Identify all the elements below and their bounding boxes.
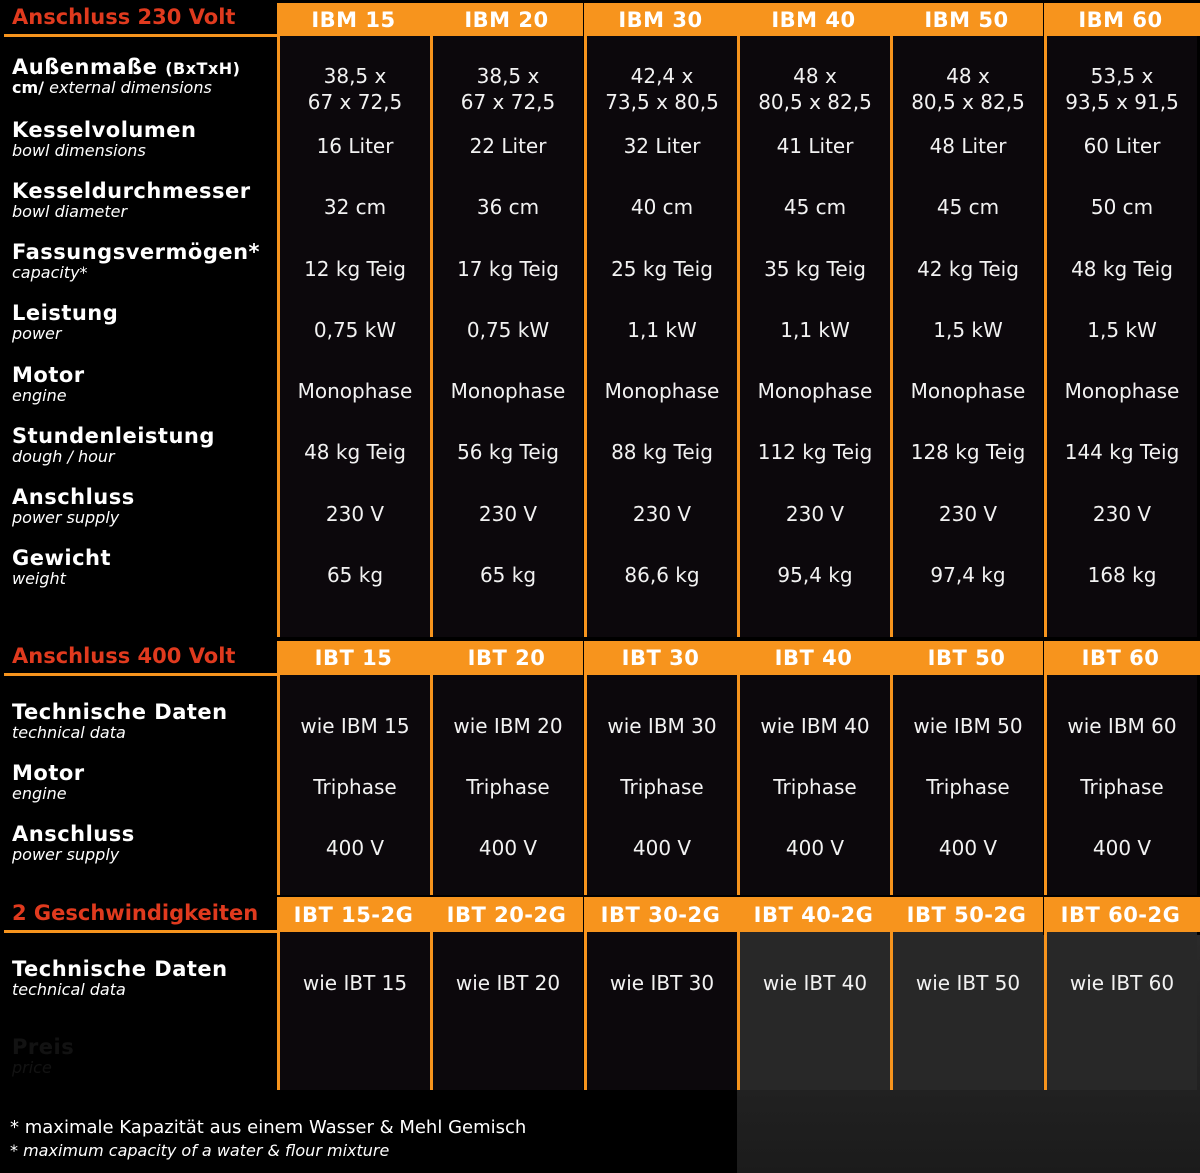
row-label-en-text: dough / hour (12, 447, 115, 467)
table-cell (587, 176, 737, 237)
model-header: IBM 15 (277, 3, 430, 36)
cell-value: 53,5 x 93,5 x 91,5 (1065, 63, 1179, 114)
row-label-en-text: power (12, 324, 62, 344)
cell-value: wie IBT 30 (609, 970, 715, 995)
cell-value: 16 Liter (316, 133, 394, 158)
row-label-de (12, 302, 118, 324)
cell-value: 128 kg Teig (910, 439, 1026, 464)
cell-value: 42 kg Teig (917, 256, 1019, 281)
row-label-de-text: Leistung (12, 301, 119, 325)
row-label (12, 119, 196, 160)
row-label-en (12, 786, 85, 803)
model-header: IBT 20-2G (430, 897, 583, 932)
row-label-de-text: Kesselvolumen (12, 118, 197, 142)
row-label-en-text: bowl diameter (12, 202, 128, 222)
cell-value: 95,4 kg (777, 562, 853, 587)
row-label (12, 701, 228, 742)
cell-value: Monophase (450, 378, 566, 403)
cell-value: 48 kg Teig (1071, 256, 1173, 281)
table-cell (587, 483, 737, 544)
cell-value: Monophase (604, 378, 720, 403)
cell-value: Triphase (313, 774, 397, 799)
section-underline (4, 34, 277, 37)
table-cell (1047, 817, 1197, 878)
cell-value: 48 x 80,5 x 82,5 (911, 63, 1025, 114)
table-cell (1047, 299, 1197, 360)
row-label-en-text: capacity* (12, 263, 88, 283)
row-label-en (12, 847, 135, 864)
table-cell (893, 176, 1043, 237)
row-label (12, 56, 240, 97)
table-cell (587, 817, 737, 878)
cell-value: 65 kg (479, 562, 537, 587)
table-cell (1047, 483, 1197, 544)
table-cell (280, 360, 430, 421)
cell-value: 25 kg Teig (611, 256, 713, 281)
cell-value: 41 Liter (776, 133, 854, 158)
cell-value: 35 kg Teig (764, 256, 866, 281)
table-cell (280, 238, 430, 299)
cell-value: wie IBT 50 (915, 970, 1021, 995)
row-label-en-text: engine (12, 784, 67, 804)
cell-value: wie IBM 60 (1067, 713, 1177, 738)
cell-value: wie IBM 20 (453, 713, 563, 738)
row-label-de-text: Motor (12, 761, 85, 785)
cell-value: 1,1 kW (780, 317, 850, 342)
row-label-de-text: Anschluss (12, 485, 135, 509)
model-header: IBM 20 (430, 3, 583, 36)
row-label-en (12, 204, 251, 221)
cell-value: 60 Liter (1083, 133, 1161, 158)
cell-value: wie IBT 15 (302, 970, 408, 995)
row-label-en (12, 143, 196, 160)
table-cell (740, 115, 890, 176)
section-title: Anschluss 400 Volt (12, 644, 236, 668)
cell-value: 1,1 kW (627, 317, 697, 342)
table-cell (433, 483, 583, 544)
row-label-de (12, 119, 196, 141)
model-header: IBT 15 (277, 641, 430, 675)
row-label-de (12, 547, 111, 569)
cell-value: 48 kg Teig (304, 439, 406, 464)
model-header: IBM 30 (584, 3, 737, 36)
table-cell (433, 360, 583, 421)
table-cell (740, 695, 890, 756)
table-cell (740, 176, 890, 237)
row-label (12, 762, 85, 803)
row-label-en (12, 982, 228, 999)
cell-value: Triphase (926, 774, 1010, 799)
row-label-de (12, 701, 228, 723)
cell-value: 45 cm (936, 194, 1000, 219)
table-cell (433, 544, 583, 605)
row-label-en (12, 725, 228, 742)
model-header: IBT 40 (737, 641, 890, 675)
model-header: IBM 60 (1044, 3, 1197, 36)
table-cell (893, 238, 1043, 299)
cell-value: 22 Liter (469, 133, 547, 158)
section-title: Anschluss 230 Volt (12, 5, 236, 29)
table-cell (1047, 115, 1197, 176)
model-header: IBT 50-2G (890, 897, 1043, 932)
table-cell (587, 544, 737, 605)
row-label-en (12, 449, 215, 466)
table-cell (280, 58, 430, 119)
row-label-de-text: Fassungsvermögen* (12, 240, 261, 264)
table-cell (893, 483, 1043, 544)
table-cell (740, 544, 890, 605)
table-cell (740, 421, 890, 482)
table-cell (587, 695, 737, 756)
cell-value: Monophase (757, 378, 873, 403)
table-cell (893, 299, 1043, 360)
row-label-en-text: engine (12, 386, 67, 406)
row-label-de-text: Preis (12, 1035, 75, 1059)
table-cell (1047, 421, 1197, 482)
table-cell (893, 360, 1043, 421)
cell-value: 400 V (785, 835, 845, 860)
table-cell (587, 115, 737, 176)
row-label-en (12, 510, 135, 527)
row-label (12, 547, 111, 588)
table-cell (433, 115, 583, 176)
cell-value: 400 V (478, 835, 538, 860)
cell-value: 144 kg Teig (1064, 439, 1180, 464)
cell-value: 32 Liter (623, 133, 701, 158)
cell-value: 1,5 kW (1087, 317, 1157, 342)
model-header: IBT 30 (584, 641, 737, 675)
model-header: IBT 30-2G (584, 897, 737, 932)
table-cell (1047, 695, 1197, 756)
row-label-en-text: technical data (12, 980, 126, 1000)
row-label-de (12, 425, 215, 447)
table-cell (740, 299, 890, 360)
row-label-de (12, 958, 228, 980)
table-cell (740, 756, 890, 817)
model-header: IBT 60 (1044, 641, 1197, 675)
table-cell (280, 483, 430, 544)
row-label-de (12, 823, 135, 845)
table-cell (740, 483, 890, 544)
row-label-de (12, 180, 251, 202)
cell-value: 42,4 x 73,5 x 80,5 (605, 63, 719, 114)
section-underline (4, 930, 277, 933)
table-cell (280, 952, 430, 1013)
table-cell (433, 299, 583, 360)
cell-value: 400 V (938, 835, 998, 860)
row-label-en-unit: cm/ (12, 78, 44, 98)
cell-value: 40 cm (630, 194, 694, 219)
row-label (12, 241, 260, 282)
cell-value: Monophase (1064, 378, 1180, 403)
cell-value: 400 V (1092, 835, 1152, 860)
row-label (12, 364, 85, 405)
row-label-en-text: power supply (12, 845, 120, 865)
table-cell (433, 817, 583, 878)
row-label-de (12, 486, 135, 508)
cell-value: 230 V (1092, 501, 1152, 526)
cell-value: Triphase (773, 774, 857, 799)
table-cell (280, 695, 430, 756)
table-cell (433, 58, 583, 119)
model-header: IBT 40-2G (737, 897, 890, 932)
row-label-en (12, 265, 260, 282)
cell-value: wie IBT 20 (455, 970, 561, 995)
row-label-de (12, 1036, 74, 1058)
table-cell (893, 817, 1043, 878)
cell-value: 97,4 kg (930, 562, 1006, 587)
cell-value: 50 cm (1090, 194, 1154, 219)
row-label-de-text: Anschluss (12, 822, 135, 846)
table-cell (1047, 756, 1197, 817)
table-cell (740, 952, 890, 1013)
row-label-de (12, 762, 85, 784)
cell-value: 230 V (478, 501, 538, 526)
table-cell (587, 360, 737, 421)
row-label-en-text: technical data (12, 723, 126, 743)
cell-value: wie IBM 30 (607, 713, 717, 738)
row-label-en (12, 388, 85, 405)
row-label-de (12, 56, 240, 78)
table-cell (280, 176, 430, 237)
cell-value: 230 V (325, 501, 385, 526)
cell-value: 112 kg Teig (757, 439, 873, 464)
cell-value: 38,5 x 67 x 72,5 (307, 63, 403, 114)
row-label-en (12, 571, 111, 588)
table-cell (587, 299, 737, 360)
cell-value: wie IBT 40 (762, 970, 868, 995)
row-label-de (12, 364, 85, 386)
cell-value: wie IBM 50 (913, 713, 1023, 738)
table-cell (893, 756, 1043, 817)
cell-value: Triphase (620, 774, 704, 799)
cell-value: wie IBM 15 (300, 713, 410, 738)
table-cell (1047, 952, 1197, 1013)
cell-value: 32 cm (323, 194, 387, 219)
row-label-en-text: weight (12, 569, 66, 589)
row-label-unit: (BxTxH) (165, 59, 241, 78)
table-cell (1047, 176, 1197, 237)
table-cell (1047, 360, 1197, 421)
cell-value: 230 V (785, 501, 845, 526)
table-cell (433, 695, 583, 756)
cell-value: 400 V (325, 835, 385, 860)
model-header: IBM 50 (890, 3, 1043, 36)
table-cell (280, 115, 430, 176)
table-cell (433, 952, 583, 1013)
cell-value: 86,6 kg (624, 562, 700, 587)
table-cell (280, 299, 430, 360)
table-cell (433, 421, 583, 482)
table-cell (280, 544, 430, 605)
footnote-en: * maximum capacity of a water & flour mixture (10, 1141, 390, 1160)
cell-value: Monophase (297, 378, 413, 403)
row-label-de-text: Motor (12, 363, 85, 387)
row-label (12, 302, 118, 343)
row-label (12, 1036, 74, 1077)
table-cell (893, 115, 1043, 176)
cell-value: Triphase (466, 774, 550, 799)
row-label-de-text: Technische Daten (12, 700, 228, 724)
table-cell (1047, 58, 1197, 119)
cell-value: 0,75 kW (313, 317, 397, 342)
table-cell (587, 952, 737, 1013)
table-cell (893, 952, 1043, 1013)
table-cell (740, 238, 890, 299)
cell-value: 17 kg Teig (457, 256, 559, 281)
table-cell (893, 421, 1043, 482)
table-cell (280, 817, 430, 878)
row-label-en-text: power supply (12, 508, 120, 528)
row-label (12, 823, 135, 864)
row-label (12, 180, 251, 221)
cell-value: 38,5 x 67 x 72,5 (460, 63, 556, 114)
row-label-de-text: Außenmaße (12, 55, 158, 79)
row-label-en-text: external dimensions (49, 78, 212, 98)
table-cell (433, 238, 583, 299)
cell-value: wie IBT 60 (1069, 970, 1175, 995)
cell-value: 0,75 kW (466, 317, 550, 342)
row-label (12, 425, 215, 466)
cell-value: 1,5 kW (933, 317, 1003, 342)
table-cell (893, 544, 1043, 605)
row-label (12, 958, 228, 999)
row-label-de (12, 241, 260, 263)
cell-value: 12 kg Teig (304, 256, 406, 281)
model-header: IBT 50 (890, 641, 1043, 675)
model-header: IBT 20 (430, 641, 583, 675)
table-cell (740, 817, 890, 878)
table-cell (893, 58, 1043, 119)
section-title: 2 Geschwindigkeiten (12, 901, 259, 925)
model-header: IBM 40 (737, 3, 890, 36)
table-cell (587, 421, 737, 482)
cell-value: 48 x 80,5 x 82,5 (758, 63, 872, 114)
footnote-de: * maximale Kapazität aus einem Wasser & Mehl Gemisch (10, 1117, 527, 1138)
row-label-de-text: Stundenleistung (12, 424, 215, 448)
section-underline (4, 673, 277, 676)
row-label-de-text: Technische Daten (12, 957, 228, 981)
cell-value: Monophase (910, 378, 1026, 403)
cell-value: Triphase (1080, 774, 1164, 799)
table-cell (893, 695, 1043, 756)
cell-value: 56 kg Teig (457, 439, 559, 464)
table-cell (1047, 238, 1197, 299)
row-label-de-text: Gewicht (12, 546, 112, 570)
row-label-en (12, 1060, 74, 1077)
cell-value: 48 Liter (929, 133, 1007, 158)
cell-value: 88 kg Teig (611, 439, 713, 464)
cell-value: 36 cm (476, 194, 540, 219)
row-label-en-text: price (12, 1058, 52, 1078)
cell-value: 230 V (632, 501, 692, 526)
cell-value: 230 V (938, 501, 998, 526)
model-header: IBT 15-2G (277, 897, 430, 932)
cell-value: 45 cm (783, 194, 847, 219)
table-cell (740, 58, 890, 119)
table-cell (587, 756, 737, 817)
table-cell (280, 421, 430, 482)
row-label-en (12, 326, 118, 343)
row-label-en (12, 80, 240, 97)
cell-value: 65 kg (326, 562, 384, 587)
table-cell (280, 756, 430, 817)
model-header: IBT 60-2G (1044, 897, 1197, 932)
table-cell (1047, 544, 1197, 605)
row-label-de-text: Kesseldurchmesser (12, 179, 251, 203)
row-label-en-text: bowl dimensions (12, 141, 146, 161)
table-cell (587, 238, 737, 299)
row-label (12, 486, 135, 527)
table-cell (433, 176, 583, 237)
cell-value: 400 V (632, 835, 692, 860)
cell-value: 168 kg (1087, 562, 1157, 587)
cell-value: wie IBM 40 (760, 713, 870, 738)
table-cell (433, 756, 583, 817)
table-cell (740, 360, 890, 421)
table-cell (587, 58, 737, 119)
